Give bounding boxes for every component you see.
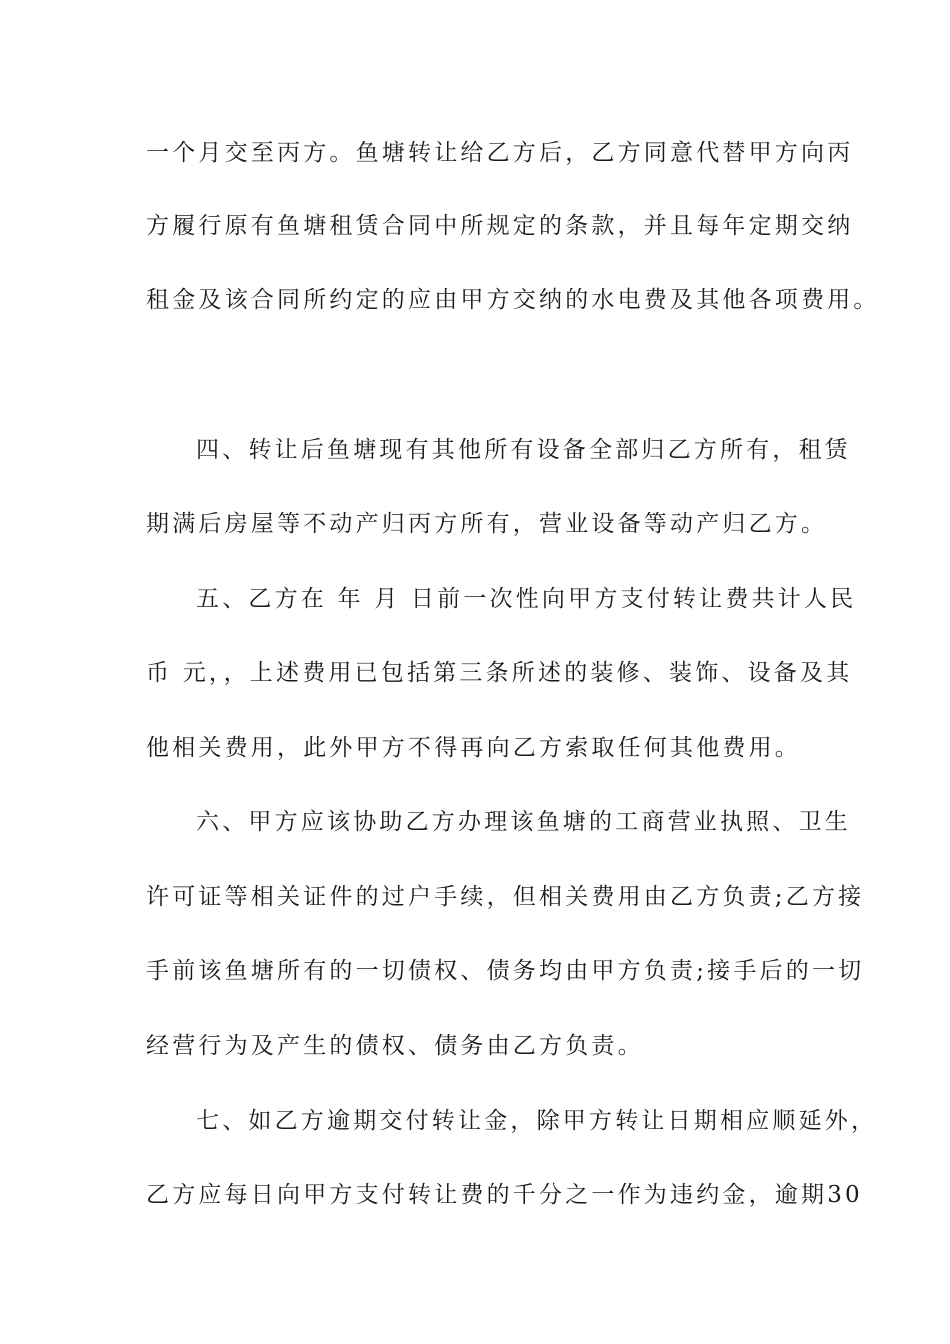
text-line: 乙方应每日向甲方支付转让费的千分之一作为违约金，逾期30: [146, 1182, 863, 1208]
text-line: 经营行为及产生的债权、债务由乙方负责。: [146, 1033, 644, 1059]
text-line: 许可证等相关证件的过户手续，但相关费用由乙方负责;乙方接: [146, 884, 865, 910]
text-line: 一个月交至丙方。鱼塘转让给乙方后，乙方同意代替甲方向丙: [146, 140, 854, 166]
text-line: 手前该鱼塘所有的一切债权、债务均由甲方负责;接手后的一切: [146, 958, 865, 984]
text-line: 期满后房屋等不动产归丙方所有，营业设备等动产归乙方。: [146, 511, 828, 537]
clause-7-line: 七、如乙方逾期交付转让金，除甲方转让日期相应顺延外，: [196, 1108, 878, 1134]
text-line: 币 元，，上述费用已包括第三条所述的装修、装饰、设备及其: [146, 660, 853, 686]
clause-6-line: 六、甲方应该协助乙方办理该鱼塘的工商营业执照、卫生: [196, 809, 851, 835]
clause-5-line: 五、乙方在 年 月 日前一次性向甲方支付转让费共计人民: [196, 586, 857, 612]
text-line: 方履行原有鱼塘租赁合同中所规定的条款，并且每年定期交纳: [146, 213, 854, 239]
text-line: 他相关费用，此外甲方不得再向乙方索取任何其他费用。: [146, 735, 801, 761]
clause-4-line: 四、转让后鱼塘现有其他所有设备全部归乙方所有，租赁: [196, 437, 851, 463]
text-line: 租金及该合同所约定的应由甲方交纳的水电费及其他各项费用。: [146, 287, 880, 313]
